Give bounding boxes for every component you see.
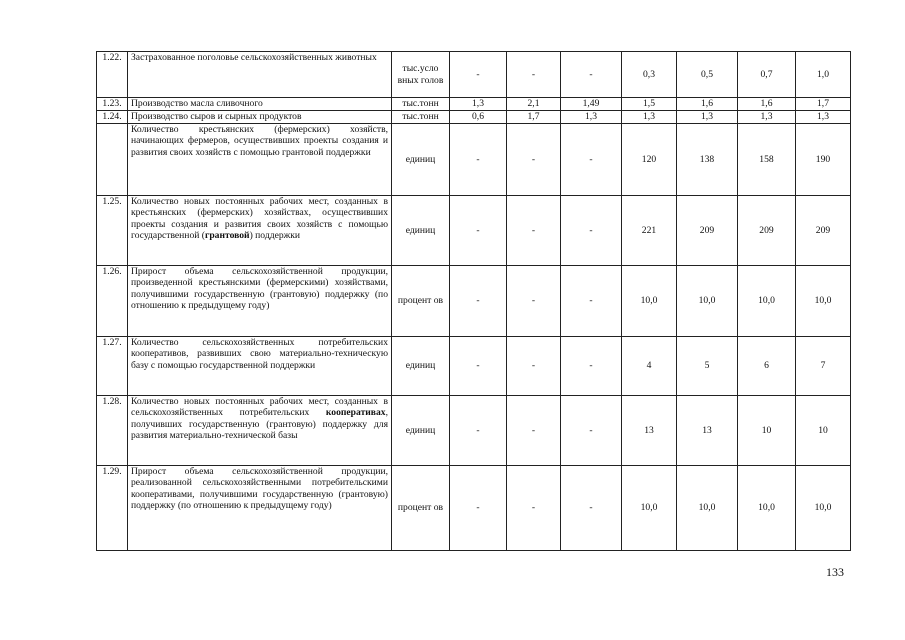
value-cell: - — [507, 396, 561, 466]
value-cell: - — [450, 396, 507, 466]
value-cell: 10 — [796, 396, 851, 466]
value-cell: - — [507, 196, 561, 266]
description-text: Прирост объема сельскохозяйственной продукции, произведенной крестьянскими (фермерскими) хозяйствами, получившими государственную (грантовую) поддержку (по отношению к предыдущему году) — [131, 266, 388, 311]
value-cell: 5 — [677, 337, 738, 396]
value-cell: 1,6 — [677, 98, 738, 111]
value-cell: 190 — [796, 124, 851, 196]
value-cell: 120 — [622, 124, 677, 196]
value-cell: 1,3 — [622, 111, 677, 124]
value-cell: 138 — [677, 124, 738, 196]
description-text: Количество новых постоянных рабочих мест, созданных в сельскохозяйственных потребительских — [131, 396, 388, 419]
indicator-description — [128, 337, 392, 396]
indicator-description — [128, 266, 392, 337]
value-cell: 1,0 — [796, 52, 851, 98]
value-cell: 13 — [677, 396, 738, 466]
table-row — [97, 266, 851, 337]
value-cell: 10,0 — [738, 266, 796, 337]
table-row — [97, 196, 851, 266]
description-text: Количество сельскохозяйственных потребительских кооперативов, развивших свою материально-техническую базу с помощью государственной поддержки — [131, 337, 388, 371]
value-cell: 10,0 — [677, 466, 738, 551]
indicator-description — [128, 52, 392, 98]
bold-term: грантовой — [204, 229, 250, 241]
value-cell: 1,49 — [561, 98, 622, 111]
value-cell: - — [450, 337, 507, 396]
unit-cell: единиц — [392, 396, 450, 466]
indicator-description — [128, 111, 392, 124]
description-text: Количество новых постоянных рабочих мест, созданных в крестьянских (фермерских) хозяйствах, осуществивших проекты создания и развития своих хозяйств с помощью государственной ( — [131, 196, 388, 241]
value-cell: - — [507, 124, 561, 196]
value-cell: 7 — [796, 337, 851, 396]
value-cell: - — [561, 124, 622, 196]
value-cell: 1,3 — [677, 111, 738, 124]
row-number: 1.29. — [97, 466, 128, 551]
row-number: 1.23. — [97, 98, 128, 111]
value-cell: 0,3 — [622, 52, 677, 98]
unit-cell: единиц — [392, 124, 450, 196]
value-cell: 209 — [738, 196, 796, 266]
value-cell: - — [450, 196, 507, 266]
unit-cell: тыс.усло вных голов — [392, 52, 450, 98]
row-number: 1.26. — [97, 266, 128, 337]
indicator-description — [128, 466, 392, 551]
value-cell: 10,0 — [622, 466, 677, 551]
value-cell: 1,7 — [796, 98, 851, 111]
table-row — [97, 111, 851, 124]
value-cell: - — [561, 396, 622, 466]
indicator-description — [128, 124, 392, 196]
indicator-description — [128, 396, 392, 466]
indicator-description — [128, 196, 392, 266]
description-text: ) поддержки — [249, 229, 301, 241]
value-cell: 1,5 — [622, 98, 677, 111]
value-cell: 6 — [738, 337, 796, 396]
value-cell: 4 — [622, 337, 677, 396]
value-cell: 209 — [677, 196, 738, 266]
table-row — [97, 124, 851, 196]
value-cell: 10,0 — [622, 266, 677, 337]
indicator-description — [128, 98, 392, 111]
value-cell: 1,3 — [738, 111, 796, 124]
value-cell: 209 — [796, 196, 851, 266]
value-cell: - — [507, 337, 561, 396]
page-number: 133 — [826, 565, 844, 579]
value-cell: - — [507, 466, 561, 551]
value-cell: - — [450, 466, 507, 551]
description-text: Количество крестьянских (фермерских) хозяйств, начинающих фермеров, осуществивших проекты создания и развития своих хозяйств с помощью грантовой поддержки — [131, 124, 388, 158]
value-cell: 221 — [622, 196, 677, 266]
value-cell: 0,6 — [450, 111, 507, 124]
table-row — [97, 337, 851, 396]
value-cell: - — [561, 337, 622, 396]
value-cell: - — [507, 52, 561, 98]
table-row — [97, 466, 851, 551]
value-cell: 10,0 — [796, 266, 851, 337]
table-body — [97, 52, 851, 551]
value-cell: 0,7 — [738, 52, 796, 98]
unit-cell: единиц — [392, 196, 450, 266]
bold-term: кооперативах — [325, 407, 386, 419]
description-text: Прирост объема сельскохозяйственной продукции, реализованной сельскохозяйственными потребительскими кооперативами, получившими государственную (грантовую) поддержку (по отношению к предыдущему году) — [131, 466, 388, 511]
value-cell: - — [450, 52, 507, 98]
description-text: Производство масла сливочного — [131, 98, 263, 109]
unit-cell: единиц — [392, 337, 450, 396]
value-cell: 13 — [622, 396, 677, 466]
value-cell: 1,3 — [561, 111, 622, 124]
row-number: 1.25. — [97, 196, 128, 266]
value-cell: - — [561, 52, 622, 98]
unit-cell: процент ов — [392, 466, 450, 551]
table-row — [97, 396, 851, 466]
value-cell: - — [450, 124, 507, 196]
value-cell: - — [561, 196, 622, 266]
row-number: 1.24. — [97, 111, 128, 124]
row-number: 1.22. — [97, 52, 128, 98]
description-text: , получивших государственную (грантовую) поддержку для развития материально-технической базы — [131, 407, 388, 441]
unit-cell: тыс.тонн — [392, 111, 450, 124]
row-number: 1.28. — [97, 396, 128, 466]
value-cell: 158 — [738, 124, 796, 196]
unit-cell: процент ов — [392, 266, 450, 337]
value-cell: 10,0 — [796, 466, 851, 551]
value-cell: 1,6 — [738, 98, 796, 111]
value-cell: - — [507, 266, 561, 337]
value-cell: 10 — [738, 396, 796, 466]
table-row — [97, 52, 851, 98]
description-text: Производство сыров и сырных продуктов — [131, 111, 302, 122]
indicators-table — [96, 51, 851, 551]
value-cell: 1,3 — [796, 111, 851, 124]
unit-cell: тыс.тонн — [392, 98, 450, 111]
value-cell: - — [450, 266, 507, 337]
row-number — [97, 124, 128, 196]
value-cell: - — [561, 466, 622, 551]
value-cell: 10,0 — [738, 466, 796, 551]
value-cell: 10,0 — [677, 266, 738, 337]
description-text: Застрахованное поголовье сельскохозяйственных животных — [131, 52, 377, 63]
value-cell: 2,1 — [507, 98, 561, 111]
value-cell: 0,5 — [677, 52, 738, 98]
row-number: 1.27. — [97, 337, 128, 396]
table-row — [97, 98, 851, 111]
value-cell: 1,3 — [450, 98, 507, 111]
value-cell: 1,7 — [507, 111, 561, 124]
value-cell: - — [561, 266, 622, 337]
